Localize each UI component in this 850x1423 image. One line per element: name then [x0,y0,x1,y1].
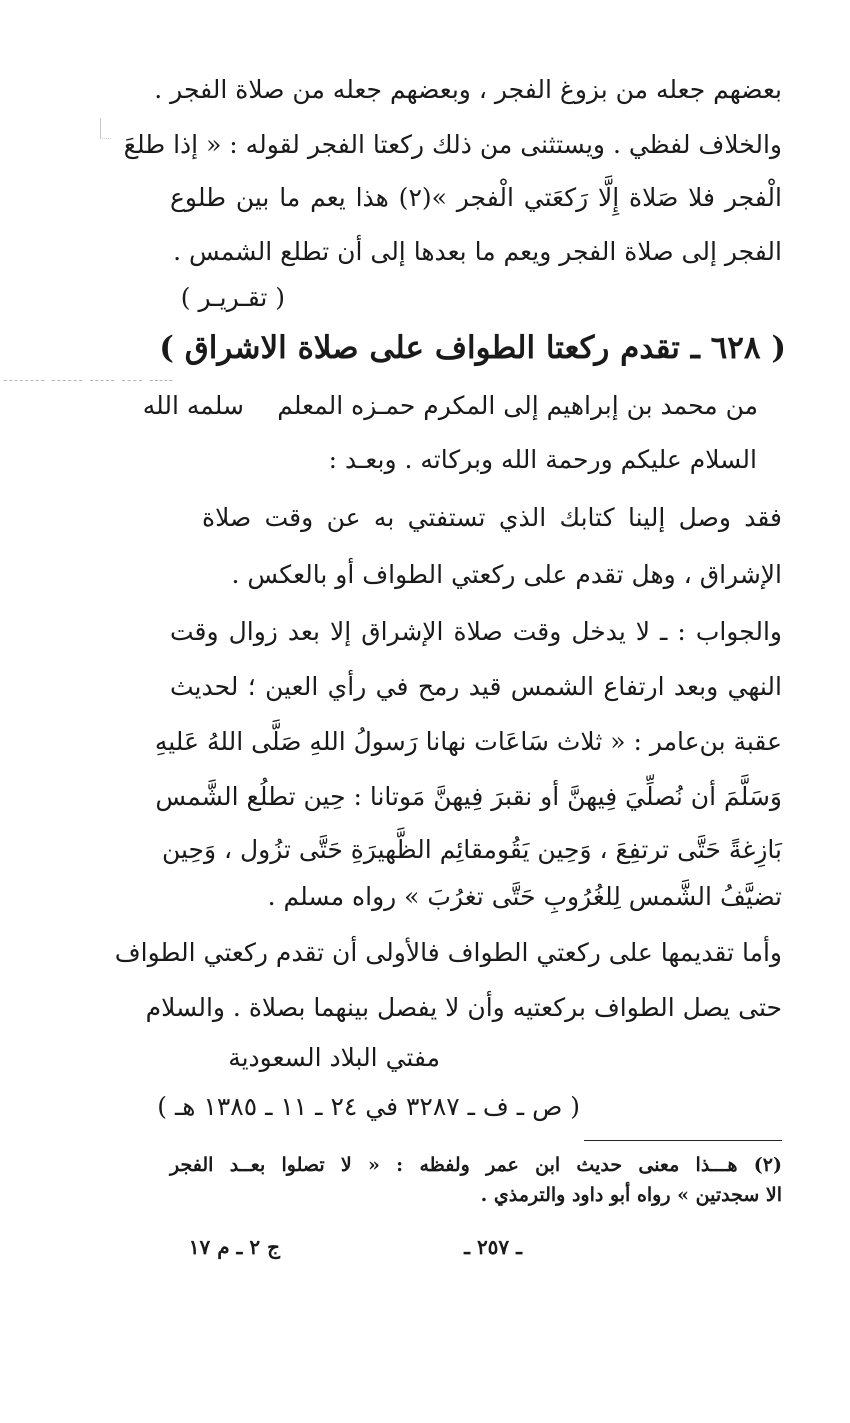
letter-sender-line: من محمد بن إبراهيم إلى المكرم حمـزه المعلم [277,391,758,420]
signature: مفتي البلاد السعودية [228,1043,440,1072]
answer-line-6: تضيَّفُ الشَّمس لِلغُرُوبِ حَتَّى تغرُبَ » رواه مسلم . [267,882,782,911]
answer-line-1: والجواب : ـ لا يدخل وقت صلاة الإشراق إلا بعد زوال وقت [170,617,782,646]
answer-line-3: عقبة بن‌عامر : « ثلاث سَاعَات نهانا رَسولُ اللهِ صَلَّى اللهُ عَليهِ [154,727,782,756]
letter-blessing: سلمه الله [142,391,244,420]
conclusion-line-1: وأما تقديمها على ركعتي الطواف فالأولى أن تقدم ركعتي الطواف [114,938,782,967]
footnote-separator [584,1140,782,1141]
footnote-line-1: (٢) هـــذا معنى حديث ابن عمر ولفظه : « لا تصلوا بعــد الفجر [170,1154,782,1176]
text-line-4: الفجر إلى صلاة الفجر ويعم ما بعدها إلى أن تطلع الشمس . [173,237,782,266]
source-note-taqrir: ( تقـريـر ) [180,283,285,312]
text-line-2: والخلاف لفظي . ويستثنى من ذلك ركعتا الفجر لقوله : « إذا طلعَ [123,130,782,159]
question-line-2: الإشراق ، وهل تقدم على ركعتي الطواف أو بالعكس . [231,560,782,589]
conclusion-line-2: حتى يصل الطواف بركعتيه وأن لا يفصل بينهما بصلاة . والسلام [145,993,782,1022]
text-line-1: بعضهم جعله من بزوغ الفجر ، وبعضهم جعله من صلاة الفجر . [154,75,782,104]
page-number: ـ ٢٥٧ ـ [464,1235,522,1259]
text-line-3: الْفجر فلا صَلاة إِلَّا رَكعَتي الْفجر »(٢) هذا يعم ما بين طلوع [170,183,782,212]
answer-line-4: وَسَلَّمَ أن نُصلِّيَ فِيهنَّ أو نقبرَ فِيهنَّ مَوتانا : حِين تطلُع الشَّمس [155,782,782,811]
answer-line-2: النهي وبعد ارتفاع الشمس قيد رمح في رأي العين ؛ لحديث [170,672,782,701]
answer-line-5: بَازِغةً حَتَّى ترتفِعَ ، وَحِين يَقُومقائِم الظَّهيرَةِ حَتَّى تزُول ، وَحِين [161,835,782,864]
letter-greeting: السلام عليكم ورحمة الله وبركاته . وبعـد : [328,445,757,474]
section-heading: ( ٦٢٨ ـ تقدم ركعتا الطواف على صلاة الاشراق ) [159,330,786,366]
footnote-line-2: الا سجدتين » رواه أبو داود والترمذي . [480,1184,782,1206]
question-line-1: فقد وصل إلينا كتابك الذي تستفتي به عن وقت صلاة [202,503,782,532]
margin-scan-mark [100,118,111,139]
volume-mark: ج ٢ ـ م ١٧ [188,1235,280,1259]
fatwa-reference: ( ص ـ ف ـ ٣٢٨٧ في ٢٤ ـ ١١ ـ ١٣٨٥ هـ ) [157,1092,580,1121]
